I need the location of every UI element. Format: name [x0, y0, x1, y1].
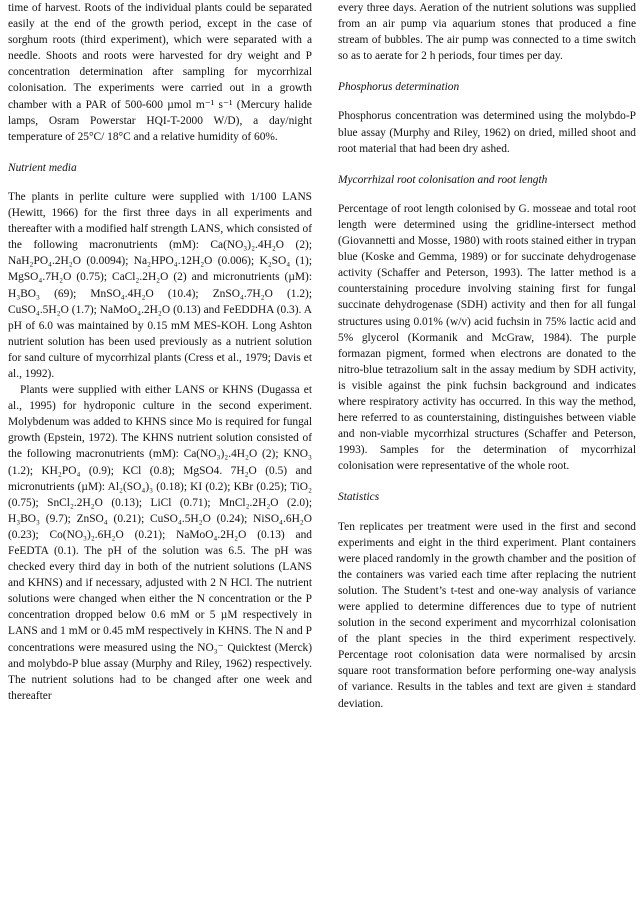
- left-column: [8, 0, 312, 900]
- heading-nutrient-media: Nutrient media: [8, 161, 77, 174]
- right-column: [338, 0, 636, 900]
- paragraph-aeration: every three days. Aeration of the nutrient solutions was supplied from an air pump via aquarium stones that produced a fine stream of bubbles. The air pump was connected to a time switch so as to aerate for 2 h periods, four times per day.: [338, 2, 636, 63]
- heading-phosphorus: Phosphorus determination: [338, 81, 460, 94]
- paragraph-harvest: time of harvest. Roots of the individual plants could be separated easily at the end of the growth period, except in the case of sorghum roots (third experiment), which were separated with a needle. Shoots and roots were harvested for dry weight and P concentration determination after sampling for mycorrhizal colonisation. The experiments were carried out in a growth chamber with a PAR of 500-600 µmol m⁻¹ s⁻¹ (Mercury halide lamps, Osram Powerstar HQI-T-2000 W/D), a day/night temperature of 25°C/ 18°C and a relative humidity of 60%.: [8, 2, 312, 143]
- paragraph-statistics: Ten replicates per treatment were used in the first and second experiments and eight in the third experiment. Plant containers were placed randomly in the growth chamber and the position of the containers was varied each time after replacing the nutrient solution. The Student’s t-test and one-way analysis of variance were applied to determine differences due to type of nutrient solution in the second experiment and mycorrhizal colonisation of the plant species in the third experiment respectively. Percentage root colonisation data were normalised by arcsin square root transformation before performing one-way analysis of variance. Results in the tables and text are given ± standard deviation.: [338, 520, 636, 710]
- paragraph-mycorrhizal: Percentage of root length colonised by G. mosseae and total root length were determined using the gridline-intersect method (Giovannetti and Mosse, 1980) with roots stained either in trypan blue (Koske and Gemma, 1989) or for succinate dehydrogenase activity (Schaffer and Peterson, 1993). The latter method is a counterstaining procedure involving staining first for fungal succinate dehydrogenase (SDH) activity and then for all fungal structures using 0.01% (w/v) acid fuchsin in 75% lactic acid and 5% glycerol (Kormanik and McGraw, 1984). The purple formazan pigment, formed when electrons are donated to the nitro-blue tetrazolium salt in the assay medium by SDH activity, is visible against the pink fuchsin background and indicates where respiratory activity has occurred. In this way the method, here referred to as counterstaining, distinguishes between viable and non-viable mycorrhizal structures (Schaffer and Peterson, 1993). Samples for the determination of mycorrhizal colonisation were representative of the whole root.: [338, 202, 636, 473]
- heading-statistics: Statistics: [338, 491, 380, 504]
- paragraph-phosphorus: Phosphorus concentration was determined using the molybdo-P blue assay (Murphy and Riley, 1962) on dried, milled shoot and root material that had been dry ashed.: [338, 110, 636, 155]
- paragraph-lans: The plants in perlite culture were supplied with 1/100 LANS (Hewitt, 1966) for the first three days in all experiments and thereafter with a modified half strength LANS, which consisted of the following macronutrients (mM): Ca(NO₃)₂.4H₂O (2); NaH₂PO₄.2H₂O (0.0094); Na₂HPO₄.12H₂O (0.006); K₂SO₄ (1); MgSO₄.7H₂O (0.75); CaCl₂.2H₂O (2) and micronutrients (µM): H₃BO₃ (69); MnSO₄.4H₂O (10.4); ZnSO₄.7H₂O (1.2); CuSO₄.5H₂O (1.7); NaMoO₄.2H₂O (0.13) and FeEDDHA (0.3). A pH of 6.0 was maintained by 0.15 mM MES-KOH. Long Ashton nutrient solution has been used previously as a nutrient solution for sand culture of mycorrhizal plants (Cress et al., 1979; Davis et al., 1992).: [8, 190, 312, 380]
- heading-mycorrhizal: Mycorrhizal root colonisation and root length: [338, 173, 548, 186]
- paragraph-khns: Plants were supplied with either LANS or KHNS (Dugassa et al., 1995) for hydroponic culture in the second experiment. Molybdenum was added to KHNS since Mo is required for fungal growth (Epstein, 1972). The KHNS nutrient solution consisted of the following macronutrients (mM): Ca(NO₃)₂.4H₂O (2); KNO₃ (1.2); KH₂PO₄ (0.9); KCl (0.8); MgSO4. 7H₂O (0.5) and micronutrients (µM): Al₂(SO₄)₃ (0.18); KI (0.2); KBr (0.25); TiO₂ (0.75); SnCl₂.2H₂O (0.13); LiCl (0.71); MnCl₂.2H₂O (2.0); H₃BO₃ (9.7); ZnSO₄ (0.21); CuSO₄.5H₂O (0.24); NiSO₄.6H₂O (0.23); Co(NO₃)₂.6H₂O (0.21); NaMoO₄.2H₂O (0.13) and FeEDTA (0.1). The pH of the solution was 6.5. The pH was checked every third day in both of the nutrient solutions (LANS and KHNS) and if necessary, adjusted with 2 N HCl. The nutrient solutions were changed when either the N concentration or the P concentration dropped below 0.6 mM or 5 µM respectively in LANS and 1 mM or 0.45 mM respectively in KHNS. The N and P concentrations were measured using the NO₃⁻ Quicktest (Merck) and molybdo-P blue assay (Murphy and Riley, 1962) respectively. The nutrient solutions had to be changed after one week and thereafter: [8, 384, 312, 702]
